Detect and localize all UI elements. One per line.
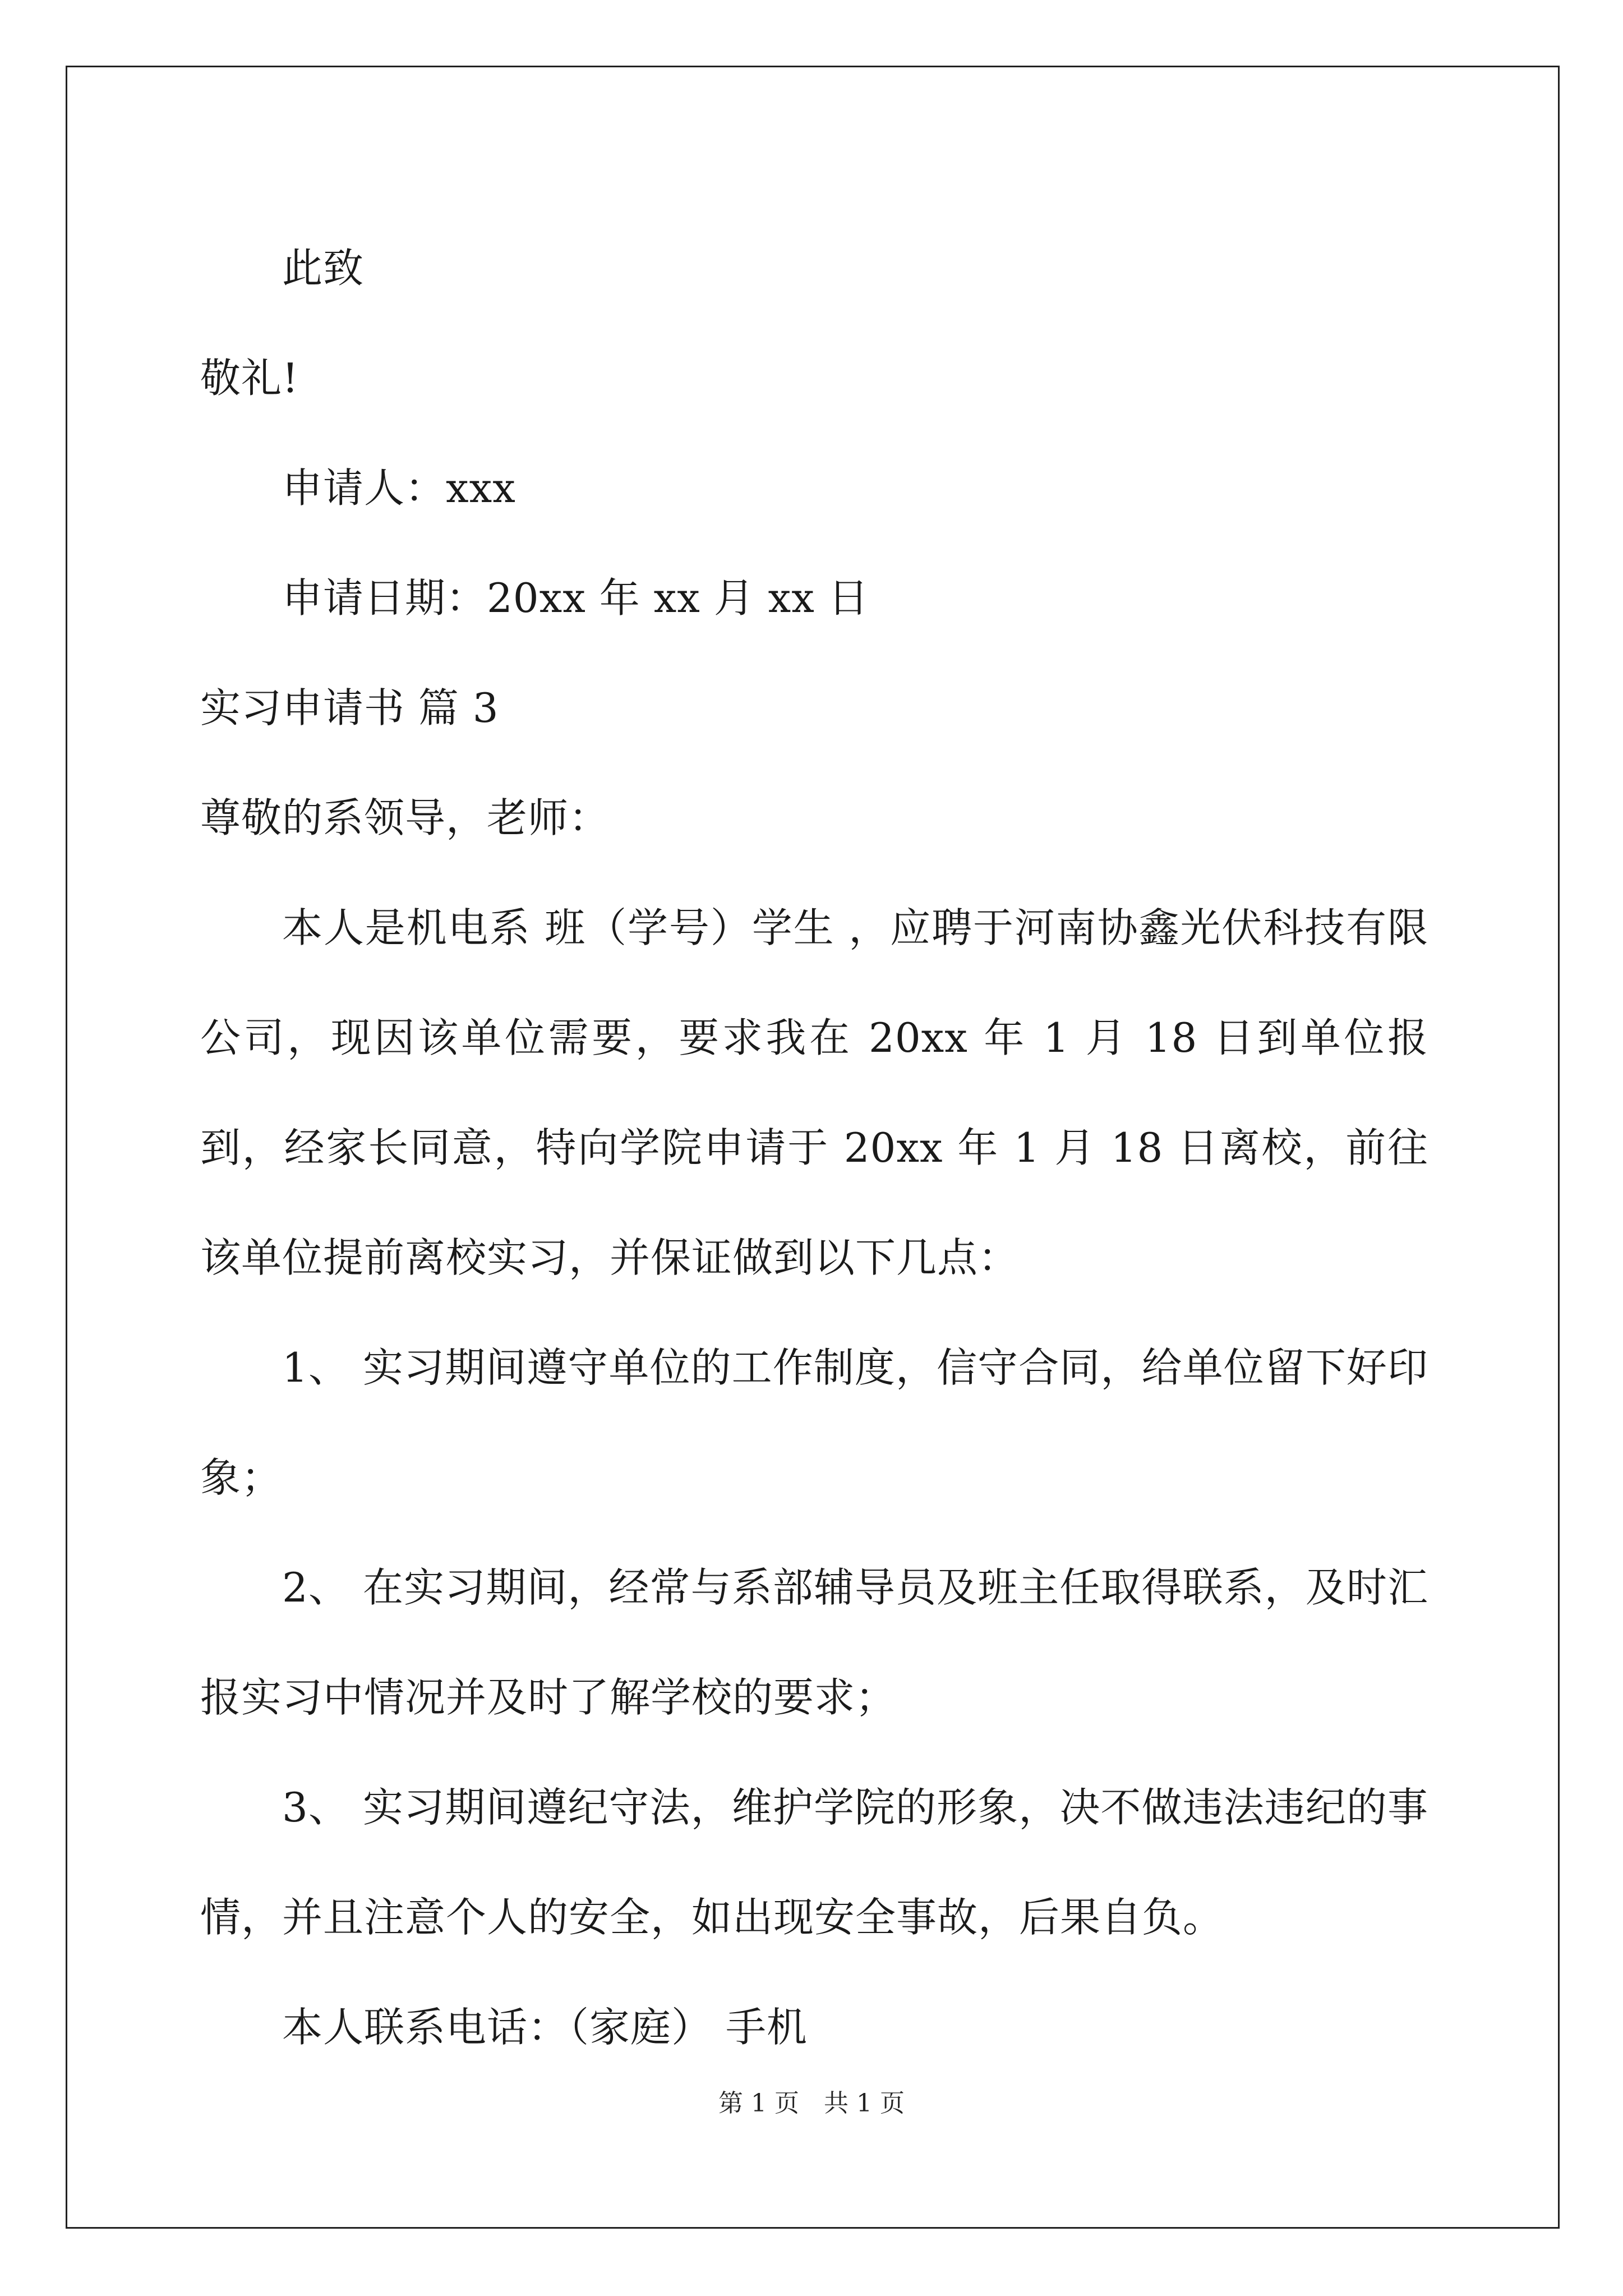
greeting-line: 尊敬的系领导，老师： xyxy=(200,794,610,841)
page-number-footer: 第 1 页 共 1 页 xyxy=(718,2089,905,2118)
salutation-line: 敬礼! xyxy=(200,355,299,402)
contact-line: 本人联系电话：（家庭） 手机 xyxy=(282,2004,808,2051)
document-body xyxy=(200,213,1428,2082)
application-date-line: 申请日期：20xx 年 xx 月 xx 日 xyxy=(282,574,869,622)
body-paragraph-item-3: 3、 实习期间遵纪守法，维护学院的形象，决不做违法违纪的事情，并且注意个人的安全，如出现安全事故，后果自负。 xyxy=(200,1784,1428,1941)
applicant-line: 申请人：xxx xyxy=(282,464,516,512)
body-paragraph-item-2: 2、 在实习期间，经常与系部辅导员及班主任取得联系，及时汇报实习中情况并及时了解学校的要求； xyxy=(200,1564,1428,1721)
body-paragraph-intro: 本人是机电系 班（学号）学生 ，应聘于河南协鑫光伏科技有限公司，现因该单位需要，要求我在 20xx 年 1 月 18 日到单位报到，经家长同意，特向学院申请于 20xx 年 1 月 18 日离校，前往该单位提前离校实习，并保证做到以下几点： xyxy=(200,904,1428,1281)
closing-line: 此致 xyxy=(282,245,365,292)
section-heading: 实习申请书 篇 3 xyxy=(200,684,499,731)
body-paragraph-item-1: 1、 实习期间遵守单位的工作制度，信守合同，给单位留下好印象； xyxy=(200,1344,1428,1501)
